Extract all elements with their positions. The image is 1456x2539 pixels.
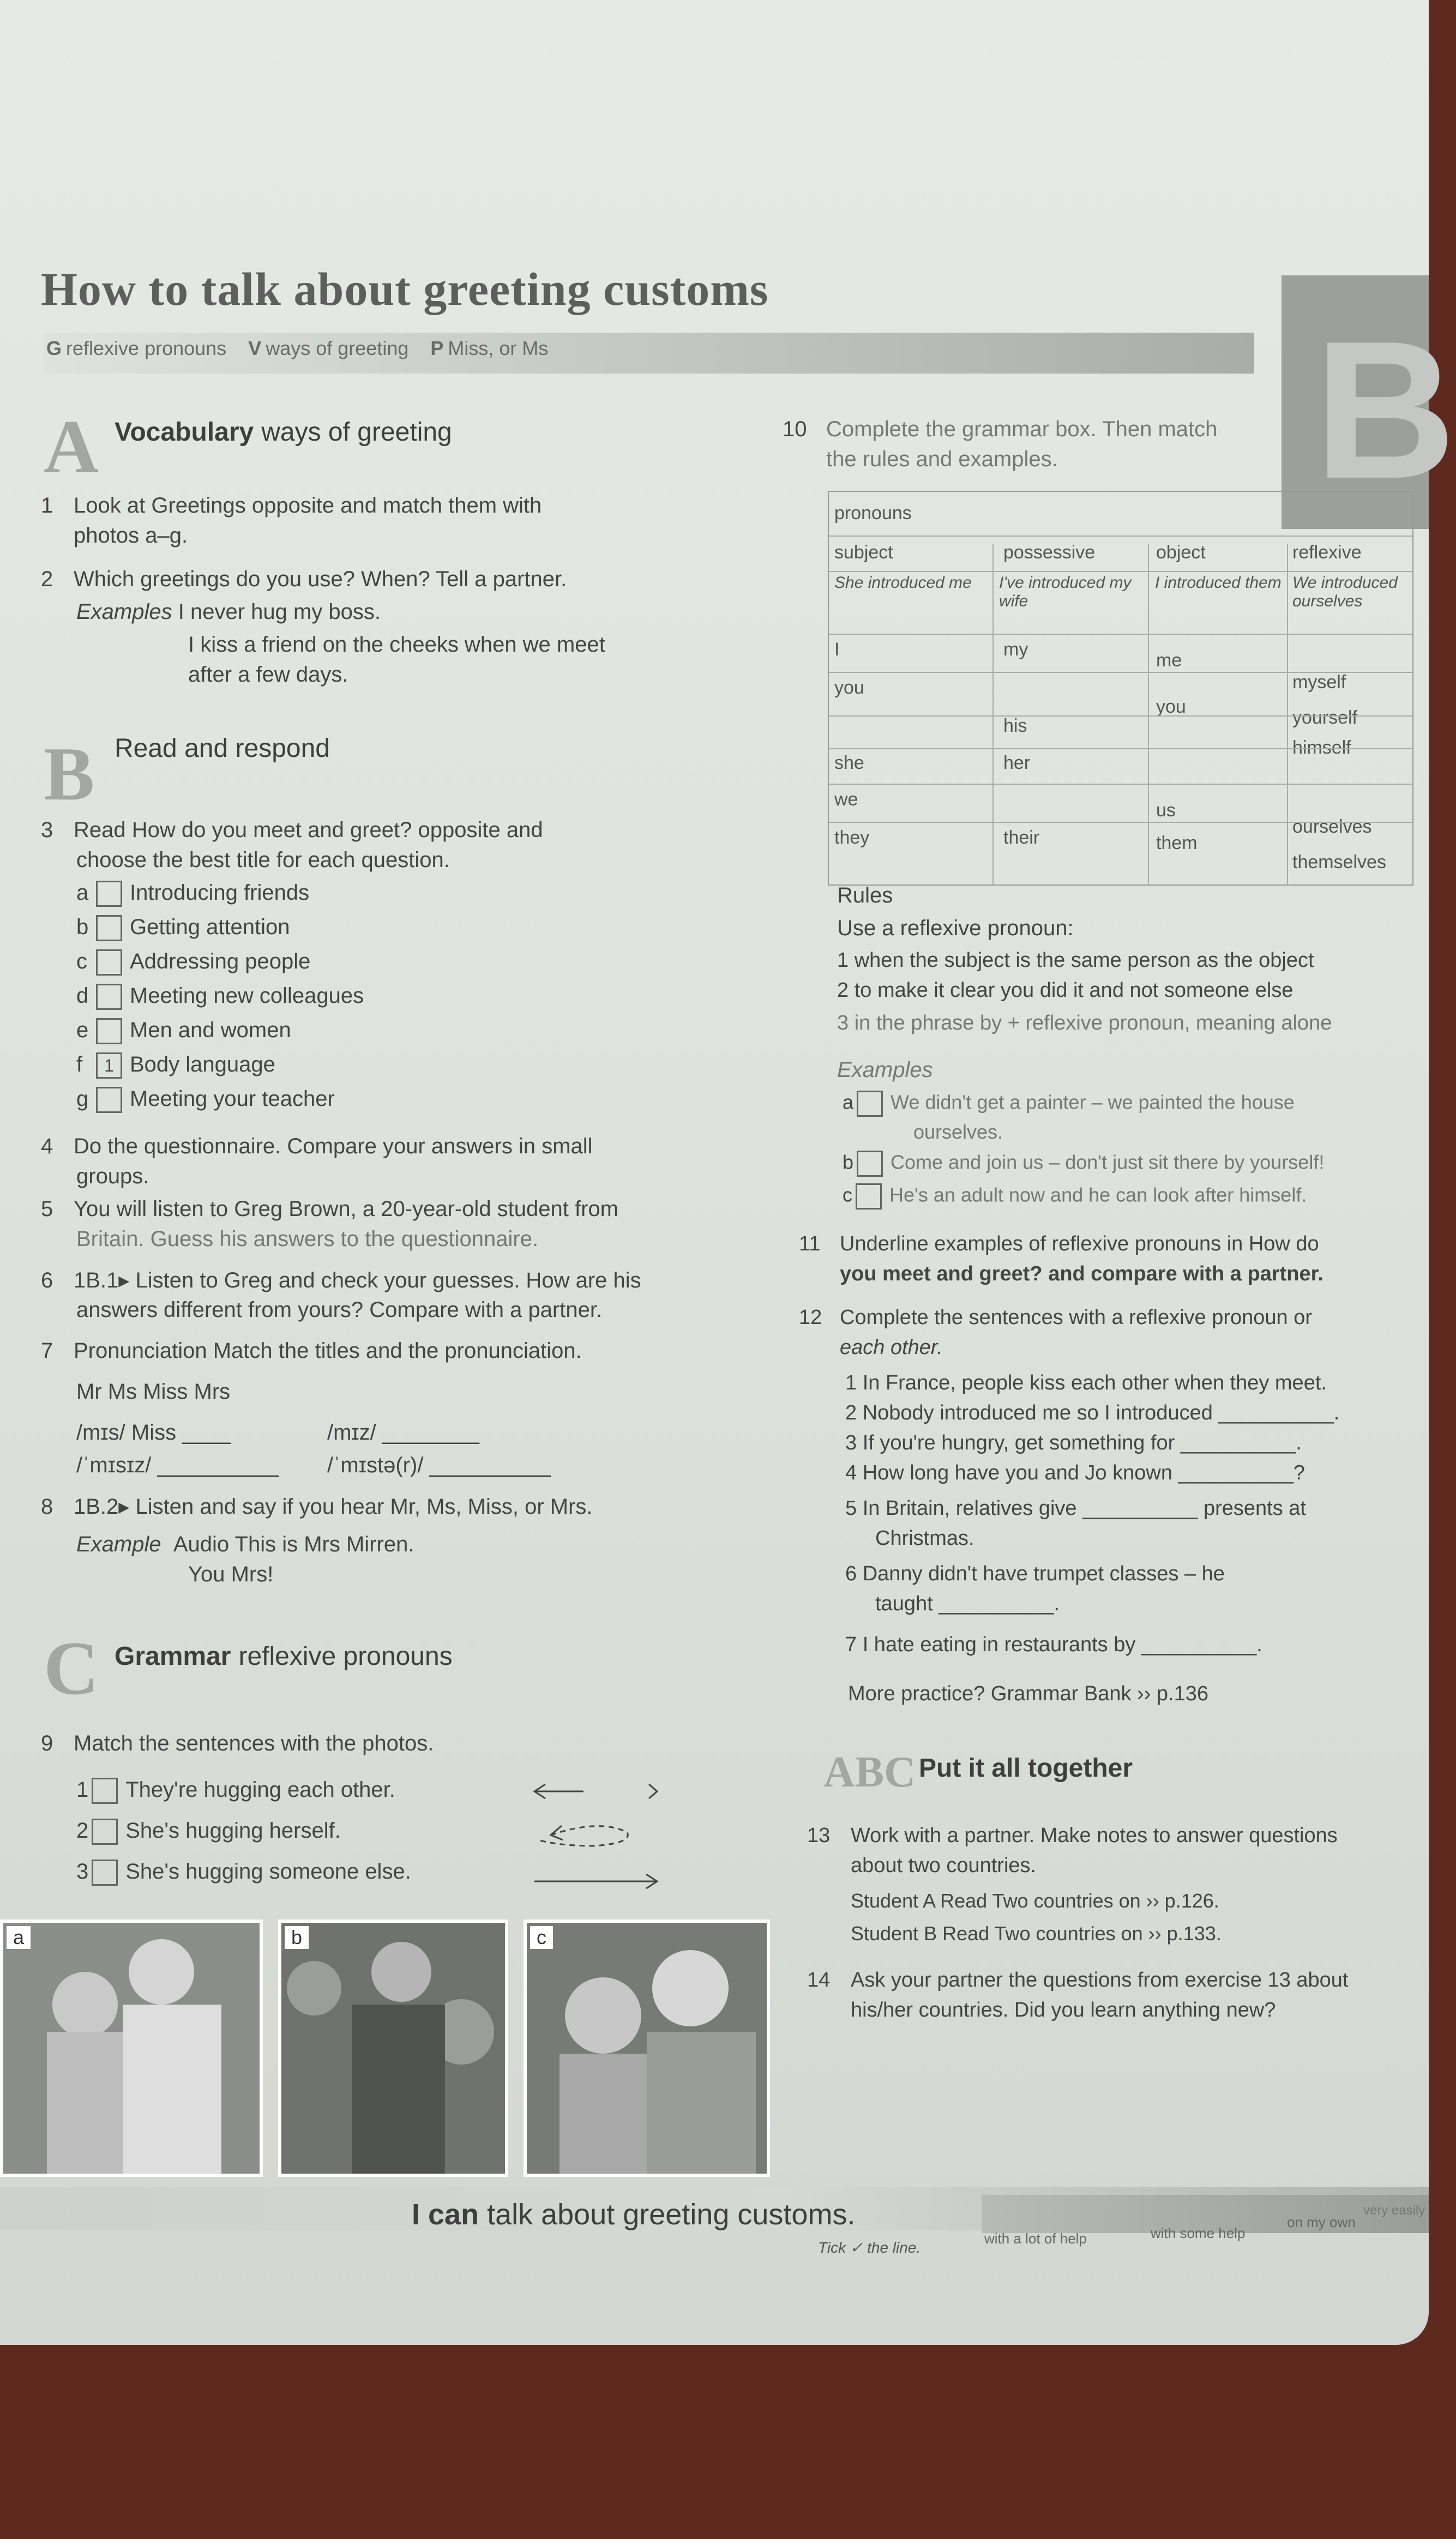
section-c-heading-bold: Grammar: [115, 1642, 231, 1671]
circular-arrow-icon: [540, 1826, 628, 1846]
title-option: [76, 949, 364, 984]
rules-heading: Rules: [837, 883, 893, 907]
sentence-1: 1 In France, people kiss each other when they meet.: [845, 1371, 1327, 1394]
table-cell[interactable]: you: [1156, 696, 1186, 717]
header-object: object: [1156, 542, 1206, 563]
title-option: [76, 881, 364, 915]
question-text: Ask your partner the questions from exercise 13 about: [851, 1969, 1349, 1992]
question-text: Match the sentences with the photos.: [74, 1731, 434, 1755]
question-number: 10: [783, 417, 807, 441]
question-4: [41, 1134, 593, 1159]
question-number: 8: [41, 1495, 53, 1519]
answer-checkbox[interactable]: [96, 1018, 122, 1044]
title-options-list: [76, 881, 364, 1121]
grammar-letter: G: [46, 337, 62, 359]
rule-example-c: c He's an adult now and he can look after himself.: [843, 1183, 1307, 1210]
photo-b: [278, 1920, 508, 2177]
question-text: Work with a partner. Make notes to answer questions: [851, 1824, 1338, 1847]
grammar-box-title: pronouns: [834, 503, 912, 524]
examples-heading: Examples: [837, 1058, 933, 1082]
question-text: 1B.1▸ Listen to Greg and check your guesses. How are his: [74, 1268, 641, 1292]
example-cell: I've introduced my wife: [999, 574, 1132, 610]
rule-example-b: b Come and join us – don't just sit there by yourself!: [843, 1151, 1324, 1177]
question-number: 12: [799, 1306, 822, 1329]
rule-example-a-cont: ourselves.: [913, 1121, 1003, 1143]
table-cell[interactable]: me: [1156, 650, 1182, 671]
example-cell: She introduced me: [834, 574, 972, 592]
answer-checkbox[interactable]: [96, 949, 122, 976]
title-option: [76, 1052, 364, 1087]
table-cell[interactable]: I: [834, 639, 840, 660]
header-reflexive: reflexive: [1292, 542, 1362, 563]
unit-letter: B: [1314, 300, 1456, 520]
question-12-cont: each other.: [840, 1336, 943, 1359]
student-a-instruction[interactable]: Student A Read Two countries on ›› p.126.: [851, 1890, 1219, 1912]
option-letter: a: [76, 881, 89, 905]
question-14-cont: his/her countries. Did you learn anything new?: [851, 1999, 1276, 2021]
option-text: Meeting your teacher: [130, 1087, 335, 1111]
option-letter: d: [76, 984, 89, 1008]
section-c-heading: [115, 1641, 453, 1671]
student-b-instruction[interactable]: Student B Read Two countries on ›› p.133.: [851, 1922, 1222, 1945]
question-1: [41, 494, 542, 518]
table-cell[interactable]: myself: [1292, 672, 1346, 693]
q8-example: [76, 1532, 414, 1557]
page-title: How to talk about greeting customs: [41, 263, 769, 315]
pronunciation-item: /mɪs/ Miss ____: [76, 1421, 231, 1445]
pron-letter: P: [430, 337, 444, 359]
example-cell: We introduced ourselves: [1292, 574, 1398, 610]
title-option: [76, 1087, 364, 1121]
example-cell: I introduced them: [1155, 574, 1281, 592]
table-cell[interactable]: we: [834, 789, 858, 810]
table-cell[interactable]: my: [1003, 639, 1028, 660]
option-text: Getting attention: [130, 915, 290, 939]
pron-topic: Miss, or Ms: [448, 337, 549, 359]
tick-instruction: Tick ✓ the line.: [818, 2239, 921, 2256]
question-text: Which greetings do you use? When? Tell a partner.: [74, 567, 567, 591]
question-9: [41, 1731, 434, 1756]
item-number: 1: [76, 1778, 89, 1802]
table-cell[interactable]: his: [1003, 715, 1027, 736]
sentence-4[interactable]: 4 How long have you and Jo known __________?: [845, 1461, 1305, 1484]
question-number: 1: [41, 494, 53, 518]
example-line: after a few days.: [188, 663, 348, 687]
rule-2: 2 to make it clear you did it and not someone else: [837, 979, 1293, 1002]
table-cell[interactable]: himself: [1292, 737, 1351, 758]
sentence-3[interactable]: 3 If you're hungry, get something for __________.: [845, 1431, 1302, 1454]
title-option: [76, 915, 364, 949]
pronunciation-item: /ˈmɪsɪz/ __________: [76, 1453, 279, 1477]
sentence-5[interactable]: 5 In Britain, relatives give __________ presents at: [845, 1497, 1306, 1520]
option-text: Body language: [130, 1052, 275, 1076]
right-arrow-icon: [534, 1874, 657, 1888]
item-number: 3: [76, 1860, 89, 1884]
answer-checkbox[interactable]: [96, 881, 122, 907]
question-text: You will listen to Greg Brown, a 20-year-old student from: [74, 1197, 619, 1221]
question-11: [799, 1232, 1319, 1256]
rule-example-a: a We didn't get a painter – we painted the house: [843, 1091, 1295, 1117]
progress-label[interactable]: with a lot of help: [984, 2230, 1087, 2247]
couple-hugging-photo: [3, 1923, 260, 2174]
section-abc-heading: Put it all together: [919, 1754, 1133, 1783]
question-text: Look at Greetings opposite and match them with: [74, 494, 542, 518]
section-a-heading: [115, 417, 452, 447]
photo-label: a: [7, 1926, 31, 1949]
section-b-mark: B: [44, 732, 95, 816]
arrow-icons: [529, 1772, 671, 1898]
answer-checkbox[interactable]: [856, 1183, 882, 1210]
grammar-box: [828, 491, 1413, 886]
progress-label[interactable]: very easily: [1363, 2203, 1425, 2218]
question-3: [41, 818, 543, 843]
question-5: [41, 1197, 618, 1222]
question-7: [41, 1339, 582, 1363]
section-a-heading-bold: Vocabulary: [115, 418, 254, 447]
question-11-cont: you meet and greet? and compare with a partner.: [840, 1262, 1323, 1285]
item-number: 2: [76, 1819, 89, 1843]
i-can-statement: [412, 2198, 855, 2231]
photo-c: [524, 1920, 770, 2177]
match-item: [76, 1819, 341, 1845]
rule-3: 3 in the phrase by + reflexive pronoun, meaning alone: [837, 1012, 1332, 1034]
question-12: [799, 1306, 1312, 1329]
table-cell[interactable]: they: [834, 827, 870, 848]
option-text: Introducing friends: [130, 881, 310, 905]
answer-checkbox[interactable]: [857, 1091, 883, 1117]
section-abc-mark: ABC: [823, 1748, 916, 1796]
sentence-6: 6 Danny didn't have trumpet classes – he: [845, 1562, 1225, 1585]
question-4-cont: groups.: [76, 1164, 149, 1188]
answer-checkbox[interactable]: [96, 984, 122, 1010]
question-number: 13: [807, 1824, 831, 1847]
answer-checkbox[interactable]: 1: [96, 1052, 122, 1079]
question-10: [783, 417, 1217, 442]
woman-hugging-herself-photo: [281, 1923, 505, 2174]
table-cell[interactable]: themselves: [1292, 852, 1386, 873]
table-cell[interactable]: their: [1003, 827, 1040, 848]
example-line: I kiss a friend on the cheeks when we meet: [188, 633, 605, 657]
table-cell[interactable]: us: [1156, 800, 1176, 821]
table-cell[interactable]: she: [834, 753, 864, 773]
item-text: She's hugging herself.: [125, 1819, 341, 1843]
title-option: [76, 1018, 364, 1052]
question-text: 1B.2▸ Listen and say if you hear Mr, Ms, Miss, or Mrs.: [74, 1495, 593, 1519]
match-item: [76, 1778, 395, 1804]
table-cell[interactable]: yourself: [1292, 707, 1358, 728]
pronunciation-item: /mɪz/ ________: [327, 1421, 479, 1445]
question-6-cont: answers different from yours? Compare with a partner.: [76, 1298, 603, 1322]
children-hugging-photo: [527, 1923, 767, 2174]
sentence-6-cont[interactable]: taught __________.: [875, 1592, 1060, 1615]
question-text: Complete the sentences with a reflexive pronoun or: [840, 1306, 1313, 1329]
pronunciation-titles: Mr Ms Miss Mrs: [76, 1380, 231, 1404]
photo-a: [0, 1920, 263, 2177]
question-13-cont: about two countries.: [851, 1854, 1037, 1877]
table-cell[interactable]: you: [834, 677, 864, 698]
sentence-5-cont: Christmas.: [875, 1527, 974, 1550]
option-letter: b: [76, 915, 89, 939]
answer-checkbox[interactable]: [92, 1778, 118, 1804]
answer-checkbox[interactable]: [92, 1860, 118, 1886]
sentence-7[interactable]: 7 I hate eating in restaurants by __________.: [845, 1633, 1262, 1656]
example-text: We didn't get a painter – we painted the house: [891, 1091, 1295, 1114]
photo-label: b: [285, 1926, 309, 1949]
question-number: 4: [41, 1134, 53, 1158]
table-cell[interactable]: them: [1156, 833, 1198, 853]
match-item: [76, 1860, 411, 1886]
question-8: [41, 1494, 593, 1519]
example-line: You Mrs!: [188, 1562, 274, 1586]
grammar-topic: reflexive pronouns: [66, 337, 227, 359]
question-1-cont: photos a–g.: [74, 524, 188, 547]
item-text: They're hugging each other.: [125, 1778, 395, 1802]
question-6: [41, 1268, 641, 1293]
question-10-cont: the rules and examples.: [826, 447, 1058, 471]
i-can-text: talk about greeting customs.: [487, 2198, 856, 2231]
progress-label[interactable]: with some help: [1151, 2225, 1246, 2241]
answer-checkbox[interactable]: [96, 915, 122, 941]
grammar-bank-link[interactable]: More practice? Grammar Bank ›› p.136: [848, 1682, 1209, 1705]
question-number: 14: [807, 1969, 831, 1992]
question-14: [807, 1969, 1348, 1992]
question-text: Complete the grammar box. Then match: [826, 417, 1218, 441]
table-cell[interactable]: her: [1003, 753, 1031, 773]
vocab-topic: ways of greeting: [266, 337, 409, 359]
sentence-2[interactable]: 2 Nobody introduced me so I introduced __________.: [845, 1401, 1340, 1424]
question-3-cont: choose the best title for each question.: [76, 848, 450, 872]
option-text: Men and women: [130, 1018, 291, 1042]
example-line: Audio This is Mrs Mirren.: [173, 1532, 414, 1556]
example-line: I never hug my boss.: [178, 600, 381, 624]
answer-checkbox[interactable]: [96, 1087, 122, 1113]
table-cell[interactable]: ourselves: [1292, 816, 1372, 837]
examples-word: Examples: [76, 600, 172, 624]
question-number: 9: [41, 1731, 53, 1755]
question-number: 11: [799, 1232, 821, 1255]
option-letter: c: [76, 949, 87, 973]
i-can-label: I can: [412, 2198, 479, 2231]
photo-label: c: [530, 1926, 553, 1949]
title-option: [76, 984, 364, 1018]
header-possessive: possessive: [1003, 542, 1096, 563]
question-number: 6: [41, 1268, 53, 1292]
question-13: [807, 1824, 1338, 1848]
example-text: Come and join us – don't just sit there by yourself!: [891, 1151, 1325, 1174]
header-subject: subject: [834, 542, 893, 563]
question-number: 3: [41, 818, 53, 842]
examples-label: [76, 600, 381, 624]
question-number: 2: [41, 567, 53, 591]
option-letter: g: [76, 1087, 89, 1111]
option-letter: f: [76, 1052, 83, 1076]
section-c-heading-rest: reflexive pronouns: [238, 1642, 453, 1671]
option-text: Meeting new colleagues: [130, 984, 364, 1008]
answer-checkbox[interactable]: [857, 1151, 883, 1177]
answer-checkbox[interactable]: [92, 1819, 118, 1845]
question-text: Underline examples of reflexive pronouns in How do: [840, 1232, 1319, 1255]
section-a-mark: A: [44, 405, 99, 489]
question-number: 7: [41, 1339, 53, 1363]
example-text: He's an adult now and he can look after himself.: [889, 1183, 1307, 1206]
option-letter: e: [76, 1018, 89, 1042]
double-arrow-icon: [534, 1784, 657, 1798]
section-b-heading: Read and respond: [115, 734, 330, 763]
option-text: Addressing people: [130, 949, 311, 973]
section-a-heading-rest: ways of greeting: [261, 418, 452, 447]
question-text: Read How do you meet and greet? opposite and: [74, 818, 543, 842]
progress-label[interactable]: on my own: [1287, 2214, 1356, 2230]
example-word: Example: [76, 1532, 161, 1556]
question-number: 5: [41, 1197, 53, 1221]
question-text: Pronunciation Match the titles and the pronunciation.: [74, 1339, 582, 1363]
pronunciation-item: /ˈmɪstə(r)/ __________: [327, 1453, 551, 1477]
subtitle-line: [46, 337, 548, 360]
question-text: Do the questionnaire. Compare your answers in small: [74, 1134, 593, 1158]
question-5-cont: Britain. Guess his answers to the questionnaire.: [76, 1227, 539, 1251]
question-2: [41, 567, 567, 592]
rules-intro: Use a reflexive pronoun:: [837, 916, 1074, 940]
vocab-letter: V: [248, 337, 262, 359]
item-text: She's hugging someone else.: [125, 1860, 411, 1884]
rule-1: 1 when the subject is the same person as the object: [837, 949, 1314, 972]
section-c-mark: C: [44, 1626, 99, 1711]
